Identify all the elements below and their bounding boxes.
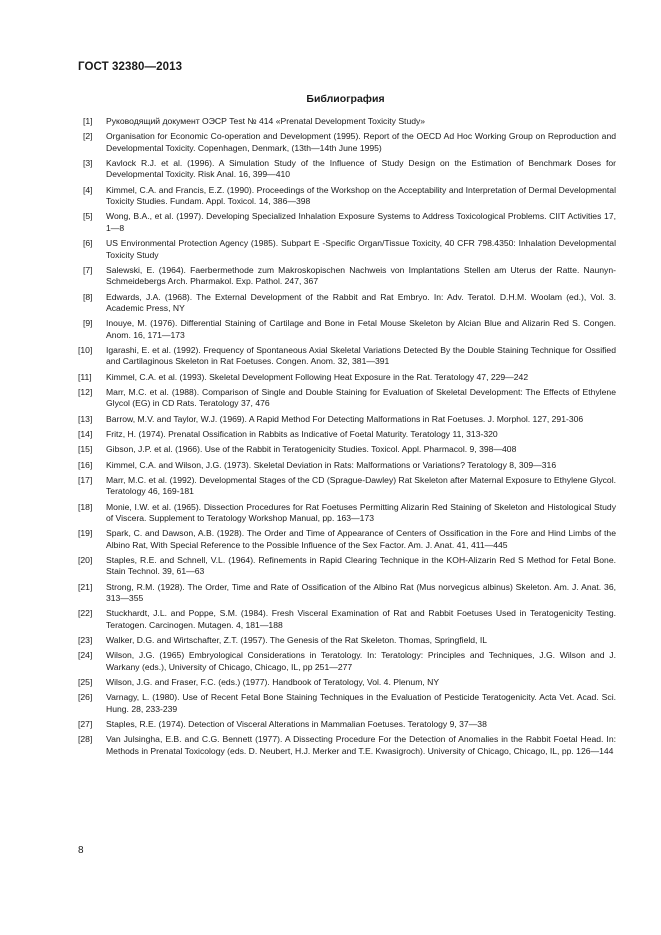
bibliography-title: Библиография: [306, 93, 385, 105]
reference-number: [7]: [83, 264, 93, 275]
reference-number: [13]: [78, 413, 93, 424]
reference-item: [78, 650, 616, 673]
reference-number: [22]: [78, 608, 93, 619]
reference-item: [78, 635, 616, 646]
reference-item: [78, 211, 616, 234]
reference-text: Kimmel, C.A. et al. (1993). Skeletal Development Following Heat Exposure in the Rat. Teratology 47, 229—242: [106, 371, 529, 382]
reference-text: Barrow, M.V. and Taylor, W.J. (1969). A Rapid Method For Detecting Malformations in Rat Foetuses. J. Morphol. 127, 291-306: [106, 413, 584, 424]
reference-item: [78, 582, 616, 605]
reference-item: [78, 692, 616, 715]
reference-text: Kimmel, C.A. and Francis, E.Z. (1990). Proceedings of the Workshop on the Acceptability and Interpretation of Dermal Developmental Toxicity Studies. Fundam. Appl. Toxicol. 14, 386—398: [106, 184, 616, 207]
reference-text: Organisation for Economic Co-operation and Development (1995). Report of the OECD Ad Hoc Working Group on Reproduction and Developmental Toxicity. Copenhagen, Denmark, (13th—14th June 1995): [106, 131, 616, 153]
reference-list: [78, 116, 616, 761]
reference-text: Gibson, J.P. et al. (1966). Use of the Rabbit in Teratogenicity Studies. Toxicol. Appl. Pharmacol. 9, 398—408: [106, 444, 517, 455]
reference-item: [78, 460, 616, 471]
reference-number: [6]: [83, 238, 93, 249]
reference-text: Руководящий документ ОЭСР Test № 414 «Prenatal Development Toxicity Study»: [106, 116, 426, 126]
reference-item: [78, 475, 616, 498]
reference-item: [78, 238, 616, 261]
reference-number: [5]: [83, 211, 93, 222]
reference-text: Varnagy, L. (1980). Use of Recent Fetal Bone Staining Techniques in the Evaluation of Pesticide Teratogenicity. Acta Vet. Acad. Sci. Hung. 28, 233-239: [106, 692, 616, 714]
standard-code: ГОСТ 32380—2013: [78, 61, 183, 73]
reference-item: [78, 677, 616, 688]
reference-number: [9]: [83, 318, 93, 329]
reference-item: [78, 444, 616, 455]
reference-item: [78, 158, 616, 181]
reference-number: [28]: [78, 734, 93, 745]
reference-number: [3]: [83, 158, 93, 168]
reference-text: Spark, C. and Dawson, A.B. (1928). The Order and Time of Appearance of Centers of Ossification in the Fore and Hind Limbs of the Albino Rat, With Special Reference to the Possible Influence of the Sex Factor. Am. J. Anat. 41, 411—445: [106, 528, 616, 550]
reference-number: [4]: [83, 184, 93, 195]
reference-item: [78, 528, 616, 551]
reference-number: [21]: [78, 581, 93, 592]
reference-item: [78, 502, 616, 525]
reference-text: Walker, D.G. and Wirtschafter, Z.T. (1957). The Genesis of the Rat Skeleton. Thomas, Springfield, IL: [106, 635, 487, 646]
reference-text: Inouye, M. (1976). Differential Staining of Cartilage and Bone in Fetal Mouse Skeleton by Alcian Blue and Alizarin Red S. Congen. Anom. 16, 171—173: [106, 318, 616, 340]
reference-number: [12]: [78, 386, 93, 397]
reference-number: [15]: [78, 444, 93, 455]
reference-text: Staples, R.E. (1974). Detection of Visceral Alterations in Mammalian Foetuses. Teratology 9, 37—38: [106, 719, 487, 730]
reference-text: Kimmel, C.A. and Wilson, J.G. (1973). Skeletal Deviation in Rats: Malformations or Variations? Teratology 8, 309—316: [106, 459, 557, 470]
page-number: 8: [78, 845, 84, 856]
reference-number: [20]: [78, 554, 93, 565]
reference-item: [78, 318, 616, 341]
reference-item: [78, 414, 616, 425]
reference-text: Strong, R.M. (1928). The Order, Time and Rate of Ossification of the Albino Rat (Mus norvegicus albinus) Skeleton. Am. J. Anat. 36, 313—355: [106, 581, 616, 604]
reference-item: [78, 185, 616, 208]
reference-item: [78, 719, 616, 730]
reference-number: [19]: [78, 528, 93, 539]
reference-number: [23]: [78, 635, 93, 646]
reference-number: [16]: [78, 459, 93, 470]
reference-text: Edwards, J.A. (1968). The External Development of the Rabbit and Rat Embryo. In: Adv. Teratol. D.H.M. Woolam (ed.), Vol. 3. Academic Press, NY: [106, 291, 616, 313]
reference-item: [78, 429, 616, 440]
reference-number: [14]: [78, 428, 93, 439]
reference-item: [78, 555, 616, 578]
reference-item: [78, 131, 616, 154]
reference-text: Wilson, J.G. and Fraser, F.C. (eds.) (1977). Handbook of Teratology, Vol. 4. Plenum, NY: [106, 677, 440, 688]
reference-number: [26]: [78, 692, 93, 703]
reference-number: [8]: [83, 291, 93, 302]
reference-item: [78, 345, 616, 368]
reference-text: Van Julsingha, E.B. and C.G. Bennett (1977). A Dissecting Procedure For the Detection of Anomalies in the Rabbit Foetal Head. In: Methods in Prenatal Toxicology (eds. D. Neubert, H.J. Merker and T.E. Kwasigroch). University of Chicago, Chicago, IL, pp. 126—144: [106, 734, 616, 756]
reference-number: [2]: [83, 131, 93, 142]
reference-text: Wilson, J.G. (1965) Embryological Considerations in Teratology. In: Teratology: Principles and Techniques, J.G. Wilson and J. Warkany (eds.), University of Chicago, Chicago, IL, pp 251—277: [106, 650, 616, 672]
reference-number: [27]: [78, 719, 93, 730]
reference-text: Fritz, H. (1974). Prenatal Ossification in Rabbits as Indicative of Foetal Maturity. Teratology 11, 313-320: [106, 428, 498, 439]
reference-item: [78, 608, 616, 631]
reference-text: Salewski, E. (1964). Faerbermethode zum Makroskopischen Nachweis von Implantations Stellen am Uterus der Ratte. Naunyn-Schmeidebergs Arch. Pharmakol. Exp. Pathol. 247, 367: [106, 264, 616, 287]
reference-item: [78, 116, 616, 127]
reference-number: [18]: [78, 501, 93, 512]
reference-text: Marr, M.C. et al. (1992). Developmental Stages of the CD (Sprague-Dawley) Rat Skeleton after Maternal Exposure to Ethylene Glycol. Teratology 46, 169-181: [106, 474, 616, 497]
reference-item: [78, 292, 616, 315]
reference-item: [78, 265, 616, 288]
reference-number: [10]: [78, 344, 93, 355]
reference-item: [78, 734, 616, 757]
reference-number: [17]: [78, 474, 93, 485]
reference-text: Stuckhardt, J.L. and Poppe, S.M. (1984). Fresh Visceral Examination of Rat and Rabbit Foetuses Used in Teratogenicity Testing. Teratogen. Carcinogen. Mutagen. 4, 181—188: [106, 608, 616, 630]
reference-text: Monie, I.W. et al. (1965). Dissection Procedures for Rat Foetuses Permitting Alizarin Red Staining of Skeleton and Histological Study of Viscera. Supplement to Teratology Workshop Manual, pp. 163—173: [106, 501, 616, 523]
reference-text: Kavlock R.J. et al. (1996). A Simulation Study of the Influence of Study Design on the Estimation of Benchmark Doses for Developmental Toxicity. Risk Anal. 16, 399—410: [106, 158, 616, 180]
reference-text: Igarashi, E. et al. (1992). Frequency of Spontaneous Axial Skeletal Variations Detected By the Double Staining Technique for Ossified and Cartilaginous Skeleton in Rat Foetuses. Congen. Anom. 32, 381—391: [106, 344, 616, 367]
reference-number: [1]: [83, 116, 93, 126]
reference-text: Marr, M.C. et al. (1988). Comparison of Single and Double Staining for Evaluation of Skeletal Development: The Effects of Ethylene Glycol (EG) in CD Rats. Teratology 37, 476: [106, 386, 616, 409]
reference-number: [11]: [78, 371, 92, 382]
reference-text: US Environmental Protection Agency (1985). Subpart E -Specific Organ/Tissue Toxicity, 40 CFR 798.4350: Inhalation Developmental Toxicity Study: [106, 238, 616, 260]
reference-text: Staples, R.E. and Schnell, V.L. (1964). Refinements in Rapid Clearing Technique in the KOH-Alizarin Red S Method for Fetal Bone. Stain Technol. 39, 61—63: [106, 554, 616, 577]
reference-item: [78, 372, 616, 383]
reference-number: [24]: [78, 650, 93, 661]
reference-text: Wong, B.A., et al. (1997). Developing Specialized Inhalation Exposure Systems to Address Toxicological Problems. CIIT Activities 17, 1—8: [106, 211, 616, 233]
reference-number: [25]: [78, 677, 93, 688]
reference-item: [78, 387, 616, 410]
